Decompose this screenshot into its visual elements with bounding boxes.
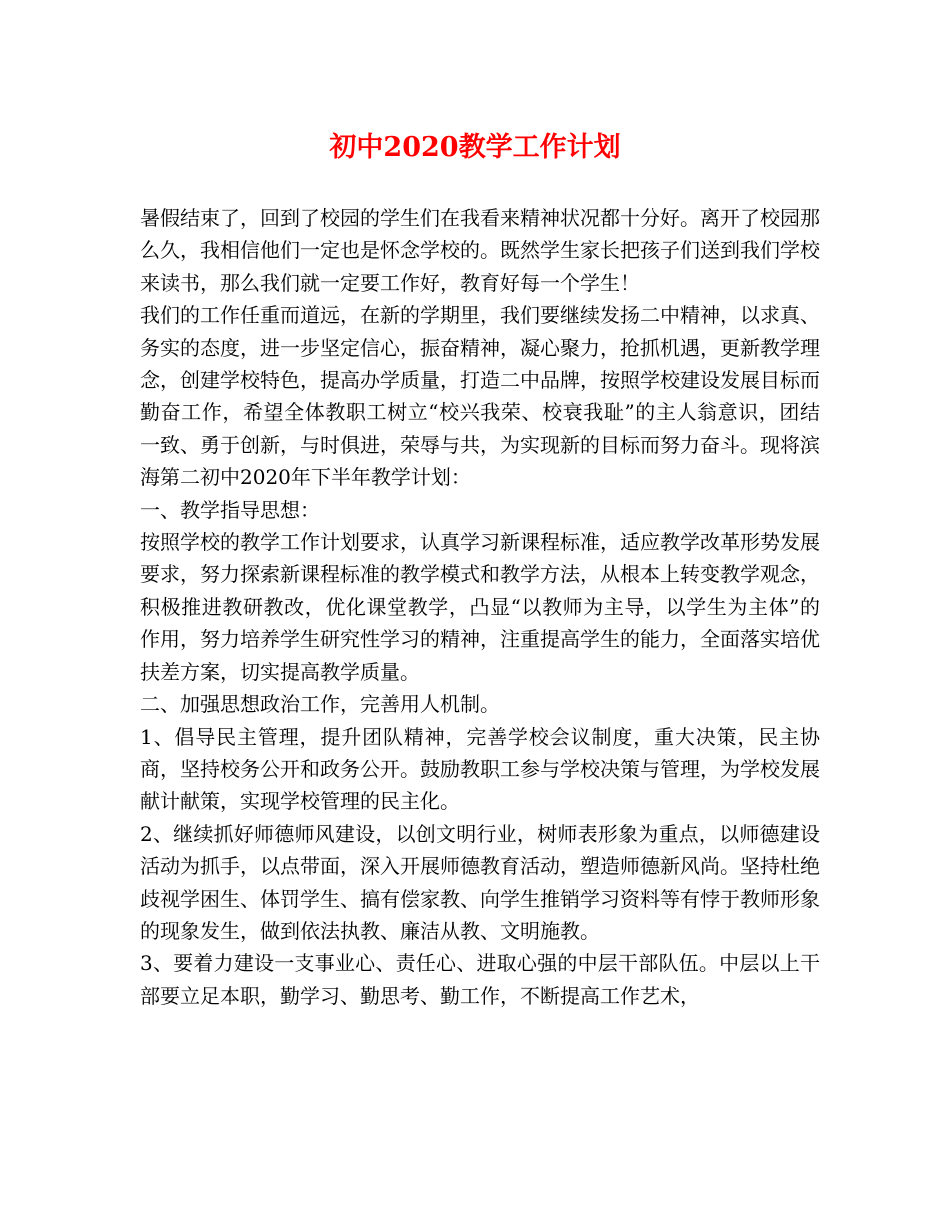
paragraph-intro: 暑假结束了，回到了校园的学生们在我看来精神状况都十分好。离开了校园那么久，我相信他们一定也是怀念学校的。既然学生家长把孩子们送到我们学校来读书，那么我们就一定要工作好，教育好每一个学生！ bbox=[140, 206, 820, 295]
heading-teaching-guidance: 一、教学指导思想： bbox=[140, 497, 320, 522]
paragraph-goals: 我们的工作任重而道远，在新的学期里，我们要继续发扬二中精神，以求真、务实的态度，进一步坚定信心，振奋精神，凝心聚力，抢抓机遇，更新教学理念，创建学校特色，提高办学质量，打造二中品牌，按照学校建设发展目标而勤奋工作，希望全体教职工树立“校兴我荣、校衰我耻”的主人翁意识，团结一致、勇于创新，与时俱进，荣辱与共，为实现新的目标而努力奋斗。现将滨海第二初中2020年下半年教学计划： bbox=[140, 303, 820, 490]
paragraph-item-2: 2、继续抓好师德师风建设，以创文明行业，树师表形象为重点，以师德建设活动为抓手，以点带面，深入开展师德教育活动，塑造师德新风尚。坚持杜绝歧视学困生、体罚学生、搞有偿家教、向学生推销学习资料等有悖于教师形象的现象发生，做到依法执教、廉洁从教、文明施教。 bbox=[140, 821, 820, 943]
document-title: 初中2020教学工作计划 bbox=[329, 132, 621, 163]
paragraph-teaching-guidance: 按照学校的教学工作计划要求，认真学习新课程标准，适应教学改革形势发展要求，努力探索新课程标准的教学模式和教学方法，从根本上转变教学观念，积极推进教研教改，优化课堂教学，凸显“以教师为主导，以学生为主体”的作用，努力培养学生研究性学习的精神，注重提高学生的能力，全面落实培优扶差方案，切实提高教学质量。 bbox=[140, 530, 820, 684]
paragraph-item-1: 1、倡导民主管理，提升团队精神，完善学校会议制度，重大决策，民主协商，坚持校务公开和政务公开。鼓励教职工参与学校决策与管理，为学校发展献计献策，实现学校管理的民主化。 bbox=[140, 724, 820, 814]
paragraph-item-3: 3、要着力建设一支事业心、责任心、进取心强的中层干部队伍。中层以上干部要立足本职，勤学习、勤思考、勤工作，不断提高工作艺术， bbox=[140, 951, 820, 1008]
heading-political-work: 二、加强思想政治工作，完善用人机制。 bbox=[140, 692, 500, 717]
document-body bbox=[140, 202, 820, 1012]
